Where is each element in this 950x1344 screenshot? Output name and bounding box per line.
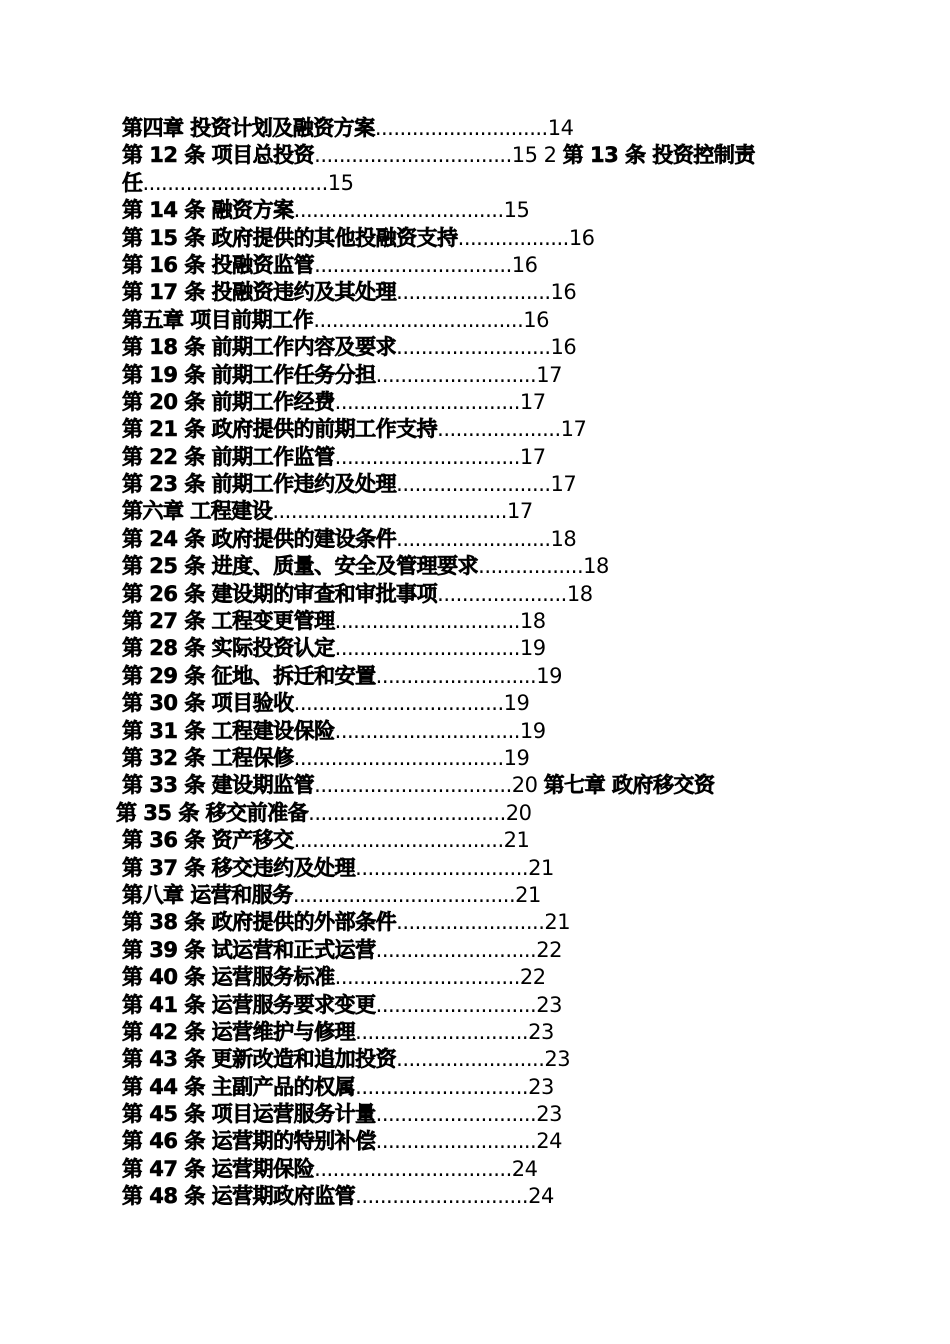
toc-leader-dots: ..............................: [334, 609, 520, 634]
toc-entry-title: 第 22 条 前期工作监管: [122, 444, 335, 469]
toc-page-number: 16: [523, 307, 550, 332]
toc-entry[interactable]: [122, 690, 822, 717]
toc-entry-title-continued: 第七章 政府移交资: [543, 773, 715, 798]
toc-page-number: 23: [536, 1102, 562, 1127]
toc-page-number: 18: [519, 609, 546, 634]
toc-entry-title: 第 32 条 工程保修: [122, 745, 294, 770]
toc-leader-dots: .........................: [396, 280, 551, 305]
toc-entry-title: 第 43 条 更新改造和追加投资: [122, 1047, 397, 1072]
toc-page-number: 15: [503, 198, 530, 223]
toc-entry-title: 第 35 条 移交前准备: [116, 800, 309, 825]
toc-entry-title: 第五章 项目前期工作: [122, 307, 314, 332]
toc-entry[interactable]: [122, 992, 822, 1019]
toc-entry[interactable]: [122, 334, 822, 361]
toc-page-number: 19: [519, 718, 546, 743]
toc-entry[interactable]: [122, 142, 822, 169]
toc-leader-dots: ........................: [396, 910, 545, 935]
toc-entry-title: 第 46 条 运营期的特别补偿: [122, 1129, 376, 1154]
toc-entry-title: 第 37 条 移交违约及处理: [122, 855, 356, 880]
toc-leader-dots: .........................: [396, 335, 551, 360]
toc-entry-title: 第 33 条 建设期监管: [122, 773, 315, 798]
toc-entry[interactable]: [122, 718, 822, 745]
toc-entry[interactable]: [122, 252, 822, 279]
toc-leader-dots: ................................: [314, 252, 512, 277]
toc-entry[interactable]: [122, 471, 822, 498]
toc-entry-title: 第 25 条 进度、质量、安全及管理要求: [122, 554, 479, 579]
toc-entry-title: 第 20 条 前期工作经费: [122, 389, 335, 414]
toc-entry[interactable]: [122, 362, 822, 389]
toc-leader-dots: ..........................: [375, 362, 537, 387]
toc-entry[interactable]: [122, 225, 822, 252]
toc-entry-title: 第 39 条 试运营和正式运营: [122, 937, 376, 962]
toc-entry-title: 第六章 工程建设: [122, 499, 273, 524]
toc-entry[interactable]: [122, 307, 822, 334]
toc-leader-dots: .....................: [437, 581, 567, 606]
toc-entry[interactable]: [122, 1046, 822, 1073]
toc-entry[interactable]: [122, 1156, 822, 1183]
toc-entry-title: 第 15 条 政府提供的其他投融资支持: [122, 225, 458, 250]
toc-page-number: 23: [528, 1019, 554, 1044]
toc-entry-title: 第 31 条 工程建设保险: [122, 718, 335, 743]
toc-page-number: 16: [511, 252, 538, 277]
toc-entry-title: 第 45 条 项目运营服务计量: [122, 1102, 376, 1127]
toc-page-number: 19: [519, 636, 546, 661]
toc-entry-title: 任: [122, 170, 143, 195]
toc-page-number: 21: [528, 855, 554, 880]
toc-entry-title: 第 27 条 工程变更管理: [122, 609, 335, 634]
toc-entry-title: 第 23 条 前期工作违约及处理: [122, 472, 397, 497]
toc-leader-dots: ..................: [457, 225, 569, 250]
toc-entry[interactable]: [116, 800, 822, 827]
toc-entry[interactable]: [122, 772, 822, 799]
toc-leader-dots: ............................: [355, 855, 529, 880]
toc-entry-title: 第 41 条 运营服务要求变更: [122, 992, 376, 1017]
toc-page-number: 17: [550, 472, 577, 497]
toc-entry[interactable]: [122, 197, 822, 224]
toc-leader-dots: ....................: [437, 417, 561, 442]
toc-page-number: 17: [560, 417, 587, 442]
toc-leader-dots: ..................................: [293, 745, 504, 770]
toc-entry[interactable]: [122, 855, 822, 882]
toc-leader-dots: ..................................: [293, 828, 504, 853]
toc-page-number: 24: [528, 1184, 554, 1209]
toc-page-number: 20: [511, 773, 544, 798]
toc-entry[interactable]: [122, 745, 822, 772]
toc-entry-title: 第 24 条 政府提供的建设条件: [122, 526, 397, 551]
toc-entry[interactable]: [122, 389, 822, 416]
toc-leader-dots: ..............................: [334, 389, 520, 414]
toc-leader-dots: ..............................: [334, 965, 520, 990]
toc-entry[interactable]: [122, 882, 822, 909]
toc-entry-title: 第 40 条 运营服务标准: [122, 965, 335, 990]
toc-entry[interactable]: [122, 964, 822, 991]
toc-page-number: 17: [536, 362, 562, 387]
toc-entry-title: 第 26 条 建设期的审查和审批事项: [122, 581, 438, 606]
toc-entry-title: 第 42 条 运营维护与修理: [122, 1019, 356, 1044]
toc-page-number: 19: [536, 663, 562, 688]
toc-entry-title: 第 38 条 政府提供的外部条件: [122, 910, 397, 935]
toc-page-number: 17: [519, 389, 546, 414]
toc-entry-title: 第 19 条 前期工作任务分担: [122, 362, 376, 387]
toc-entry-title-continued: 第 13 条 投资控制责: [562, 143, 755, 168]
toc-entry-title: 第 48 条 运营期政府监管: [122, 1184, 356, 1209]
table-of-contents: [116, 115, 822, 1211]
toc-page-number: 18: [550, 526, 577, 551]
toc-entry-title: 第 14 条 融资方案: [122, 198, 294, 223]
toc-page-number: 23: [536, 992, 562, 1017]
toc-leader-dots: ........................: [396, 1047, 545, 1072]
toc-page-number: 21: [515, 882, 541, 907]
toc-leader-dots: .........................: [396, 526, 551, 551]
toc-entry[interactable]: [122, 498, 822, 525]
toc-entry[interactable]: [122, 827, 822, 854]
toc-page-number: 18: [566, 581, 593, 606]
toc-leader-dots: ..................................: [313, 307, 524, 332]
toc-entry-title: 第 12 条 项目总投资: [122, 143, 315, 168]
toc-entry[interactable]: [122, 170, 822, 197]
toc-entry[interactable]: [122, 1101, 822, 1128]
toc-page-number: 20: [505, 800, 532, 825]
toc-leader-dots: ................................: [308, 800, 506, 825]
toc-leader-dots: ..........................: [375, 1102, 537, 1127]
toc-entry-title: 第四章 投资计划及融资方案: [122, 116, 375, 140]
toc-entry-title: 第 18 条 前期工作内容及要求: [122, 335, 397, 360]
toc-leader-dots: ..........................: [375, 992, 537, 1017]
toc-page-number: 19: [503, 745, 530, 770]
toc-entry[interactable]: [122, 115, 822, 142]
toc-entry[interactable]: [122, 1128, 822, 1155]
toc-leader-dots: ..........................: [375, 937, 537, 962]
toc-entry[interactable]: [122, 581, 822, 608]
toc-page-number: 15: [327, 170, 354, 195]
toc-leader-dots: ..............................: [334, 444, 520, 469]
toc-entry[interactable]: [122, 1183, 822, 1210]
toc-entry[interactable]: [122, 608, 822, 635]
toc-page-number: 23: [544, 1047, 571, 1072]
toc-page-number: 14: [547, 116, 574, 140]
toc-page-number: 16: [568, 225, 595, 250]
toc-page-number: 21: [503, 828, 530, 853]
toc-entry-title: 第 21 条 政府提供的前期工作支持: [122, 417, 438, 442]
toc-leader-dots: ............................: [355, 1184, 529, 1209]
toc-entry[interactable]: [122, 526, 822, 553]
toc-entry-title: 第 44 条 主副产品的权属: [122, 1074, 356, 1099]
toc-entry-title: 第 36 条 资产移交: [122, 828, 294, 853]
toc-leader-dots: .................: [478, 554, 584, 579]
toc-leader-dots: ................................: [314, 1156, 512, 1181]
toc-page-number: 15 2: [511, 143, 563, 168]
toc-page-number: 17: [506, 499, 533, 524]
toc-leader-dots: ..........................: [375, 1129, 537, 1154]
toc-entry[interactable]: [122, 1019, 822, 1046]
toc-leader-dots: ................................: [314, 143, 512, 168]
toc-leader-dots: ..............................: [334, 636, 520, 661]
toc-entry[interactable]: [122, 909, 822, 936]
toc-entry[interactable]: [122, 937, 822, 964]
toc-entry-title: 第 29 条 征地、拆迁和安置: [122, 663, 376, 688]
toc-leader-dots: ............................: [355, 1019, 529, 1044]
toc-entry[interactable]: [122, 553, 822, 580]
toc-entry-title: 第 17 条 投融资违约及其处理: [122, 280, 397, 305]
toc-entry-title: 第 28 条 实际投资认定: [122, 636, 335, 661]
toc-page-number: 22: [519, 965, 546, 990]
toc-entry[interactable]: [122, 444, 822, 471]
toc-page-number: 16: [550, 280, 577, 305]
toc-leader-dots: ....................................: [292, 882, 516, 907]
toc-page-number: 22: [536, 937, 562, 962]
toc-page-number: 16: [550, 335, 577, 360]
toc-entry-title: 第 16 条 投融资监管: [122, 252, 315, 277]
toc-page-number: 23: [528, 1074, 554, 1099]
toc-leader-dots: ..................................: [293, 198, 504, 223]
toc-page-number: 21: [544, 910, 571, 935]
toc-page-number: 18: [583, 554, 609, 579]
toc-page-number: 24: [511, 1156, 538, 1181]
toc-leader-dots: ..............................: [142, 170, 328, 195]
toc-leader-dots: .........................: [396, 472, 551, 497]
toc-leader-dots: ............................: [374, 116, 548, 140]
toc-entry-title: 第 30 条 项目验收: [122, 691, 294, 716]
toc-leader-dots: ..................................: [293, 691, 504, 716]
toc-entry[interactable]: [122, 635, 822, 662]
toc-leader-dots: ............................: [355, 1074, 529, 1099]
toc-page-number: 17: [519, 444, 546, 469]
toc-page-number: 24: [536, 1129, 562, 1154]
toc-entry[interactable]: [122, 663, 822, 690]
toc-leader-dots: ..........................: [375, 663, 537, 688]
toc-leader-dots: ................................: [314, 773, 512, 798]
toc-page-number: 19: [503, 691, 530, 716]
toc-entry-title: 第八章 运营和服务: [122, 882, 293, 907]
toc-entry[interactable]: [122, 416, 822, 443]
toc-entry-title: 第 47 条 运营期保险: [122, 1156, 315, 1181]
toc-leader-dots: ......................................: [272, 499, 507, 524]
toc-leader-dots: ..............................: [334, 718, 520, 743]
toc-entry[interactable]: [122, 1074, 822, 1101]
toc-entry[interactable]: [122, 279, 822, 306]
